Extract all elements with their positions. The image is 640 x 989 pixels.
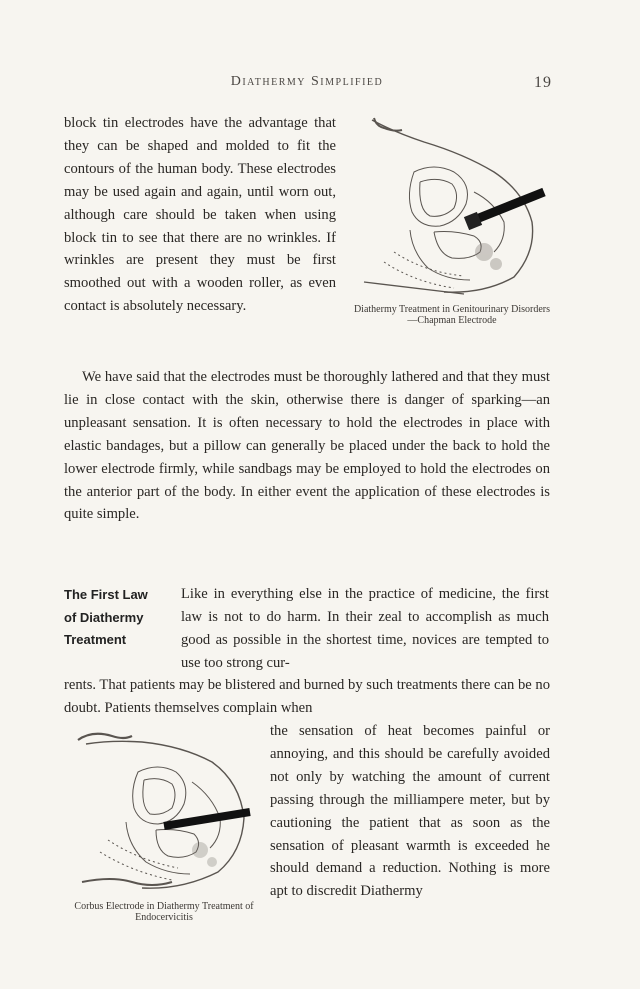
- paragraph-first-law-middle: [64, 674, 550, 720]
- paragraph-text: Like in everything else in the practice of medicine, the first law is not to do harm. In their zeal to accomplish as much good as possible in the shortest time, novices are tempted to use too strong cur-: [181, 586, 549, 671]
- section-heading-line: Treatment: [64, 632, 127, 647]
- figure2-caption: Corbus Electrode in Diathermy Treatment of Endocervicitis: [74, 901, 254, 923]
- paragraph-first-law-start: [181, 583, 549, 675]
- paragraph-electrodes-lathered: [64, 366, 550, 526]
- figure-corbus-electrode-illustration: [72, 722, 256, 900]
- paragraph-text: the sensation of heat becomes painful or annoying, and this should be carefully avoided not only by watching the amount of current passing through the milliampere meter, but by cautioning the patient that as soon as the sensation of pleasant warmth is exceeded he should demand a reduction. Nothing is more apt to discredit Diathermy: [270, 723, 550, 900]
- page-number: 19: [534, 74, 552, 91]
- paragraph-text: We have said that the electrodes must be thoroughly lathered and that they must lie in close contact with the skin, otherwise there is danger of sparking—an unpleasant sensation. It is often necessary to hold the electrodes in place with elastic bandages, but a pillow can generally be placed under the back to hold the lower electrode firmly, while sandbags may be employed to hold the electrodes on the anterior part of the body. In either event the application of these electrodes is quite simple.: [64, 369, 550, 523]
- section-heading-line: The First Law: [64, 587, 148, 602]
- paragraph-text: rents. That patients may be blistered and burned by such treatments there can be no doubt. Patients themselves complain when: [64, 677, 550, 716]
- paragraph-text: block tin electrodes have the advantage that they can be shaped and molded to fit the contours of the human body. These electrodes may be used again and again, until worn out, although care should be taken when using block tin to see that there are no wrinkles. If wrinkles are present they must be first smoothed out with a wooden roller, as even contact is absolutely necessary.: [64, 115, 336, 315]
- running-title: Diathermy Simplified: [230, 74, 384, 89]
- paragraph-first-law-continued: [270, 720, 550, 903]
- figure1-caption: Diathermy Treatment in Genitourinary Disorders—Chapman Electrode: [353, 304, 551, 326]
- paragraph-block-tin: [64, 112, 336, 318]
- section-heading: [64, 584, 172, 652]
- section-heading-line: of Diathermy: [64, 609, 144, 625]
- figure-chapman-electrode-illustration: [354, 112, 550, 302]
